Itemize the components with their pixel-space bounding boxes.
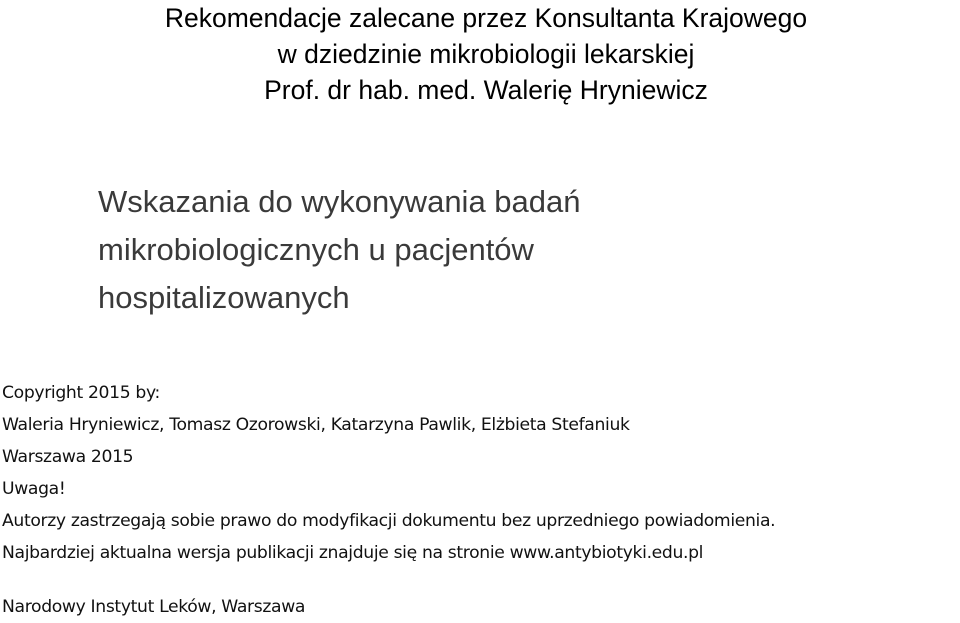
document-title [98, 178, 581, 322]
warning-text: Autorzy zastrzegają sobie prawo do modyfikacji dokumentu bez uprzedniego powiadomienia. [2, 511, 776, 531]
publication-info [2, 377, 775, 569]
copyright-line: Copyright 2015 by: [2, 383, 160, 403]
header-line-3: Prof. dr hab. med. Walerię Hryniewicz [264, 75, 708, 105]
title-line-3: hospitalizowanych [98, 280, 350, 315]
latest-version-line: Najbardziej aktualna wersja publikacji znajduje się na stronie www.antybiotyki.edu.pl [2, 543, 704, 563]
title-line-1: Wskazania do wykonywania badań [98, 184, 581, 219]
recommendation-header [0, 0, 960, 108]
institute-footer: Narodowy Instytut Leków, Warszawa [2, 597, 306, 617]
header-line-1: Rekomendacje zalecane przez Konsultanta Krajowego [164, 3, 808, 33]
header-line-2: w dziedzinie mikrobiologii lekarskiej [277, 39, 695, 69]
authors-line: Waleria Hryniewicz, Tomasz Ozorowski, Katarzyna Pawlik, Elżbieta Stefaniuk [2, 415, 630, 435]
place-year-line: Warszawa 2015 [2, 447, 134, 467]
warning-label: Uwaga! [2, 479, 66, 499]
title-line-2: mikrobiologicznych u pacjentów [98, 232, 534, 267]
